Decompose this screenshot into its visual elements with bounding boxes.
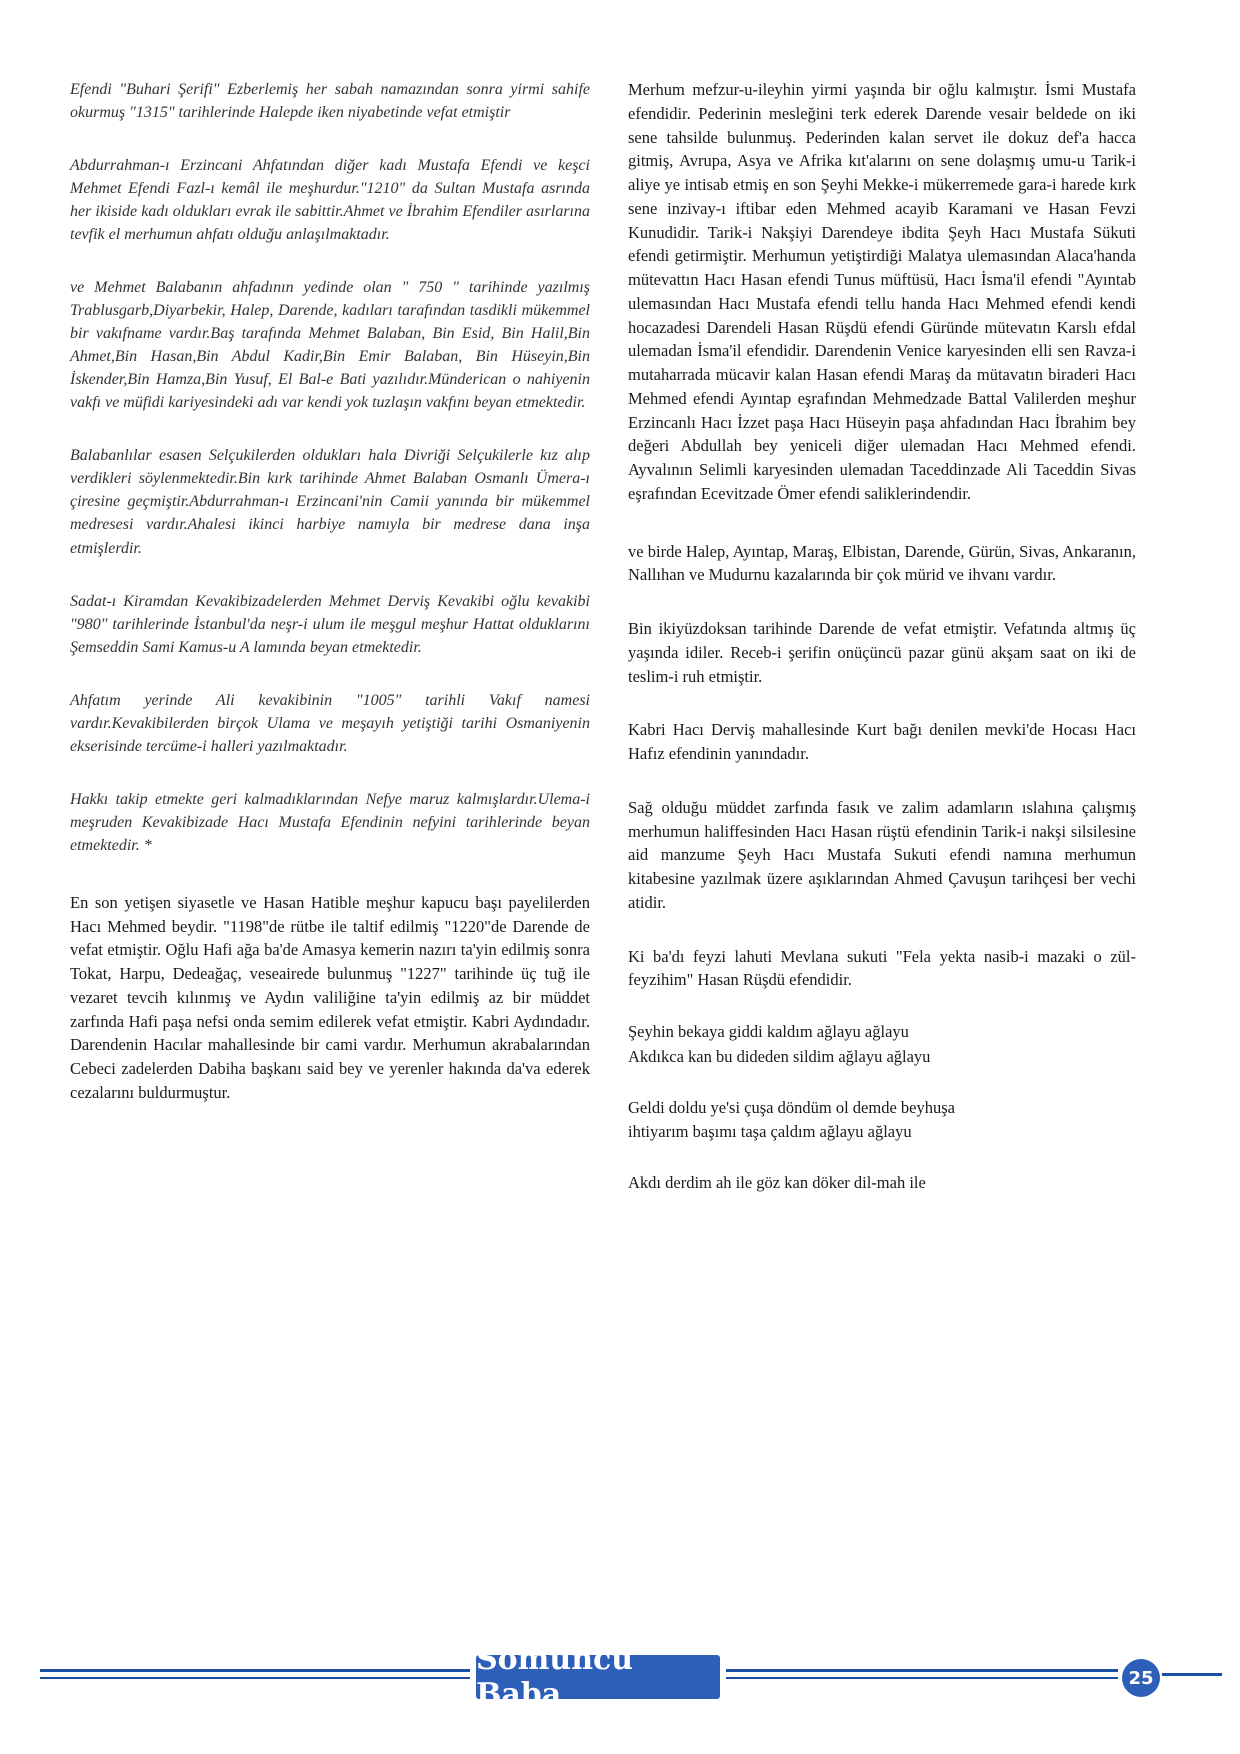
- verse-line: ihtiyarım başımı taşa çaldım ağlayu ağlayu: [628, 1122, 912, 1142]
- verse-line: Şeyhin bekaya giddi kaldım ağlayu ağlayu: [628, 1022, 909, 1041]
- paragraph: Abdurrahman-ı Erzincani Ahfatından diğer kadı Mustafa Efendi ve keşci Mehmet Efendi Fazl-ı kemâl ile meşhurdur."1210" da Sultan Mustafa asrında her ikiside kadı oldukları evrak ile sabittir.Ahmet ve İbrahim Efendiler asırlarına tevfik el merhumun ahfatı olduğu anlaşılmaktadır.: [70, 157, 590, 244]
- paragraph: ve Mehmet Balabanın ahfadının yedinde olan " 750 " tarihinde yazılmış Trablusgarb,Diyarbekir, Halep, Darende, kadıları tarafından tasdikli mükemmel bir vakıfname vardır.Baş tarafında Mehmet Balaban, Bin Esid, Bin Halil,Bin Ahmet,Bin Hasan,Bin Abdul Kadir,Bin Emir Balaban, Bin Hüseyin,Bin İskender,Bin Hamza,Bin Yusuf, El Bal-e Bati yazılıdır.Münderican o nahiyenin vakfı ve müfidi kariyesindeki adı var kendi yok tuzlaşın vakfını beyan etmektedir.: [70, 279, 590, 412]
- paragraph: Sadat-ı Kiramdan Kevakibizadelerden Mehmet Derviş Kevakibi oğlu kevakibi "980" tarihlerinde İstanbul'da neşr-i ulum ile meşgul meşhur Hattat olduklarını Şemseddin Sami Kamus-u A lamında beyan etmektedir.: [70, 592, 590, 656]
- verse-line: Geldi doldu ye'si çuşa döndüm ol demde beyhuşa: [628, 1097, 955, 1117]
- footer-rule-left-thin: [40, 1677, 470, 1679]
- verse-stanza: [628, 1096, 1136, 1146]
- page-number: 25: [1122, 1659, 1160, 1697]
- paragraph: Hakkı takip etmekte geri kalmadıklarından Nefye maruz kalmışlardır.Ulema-i meşruden Kevakibizade Hacı Mustafa Efendinin nefyini tarihlerinde beyan etmektedir. *: [70, 790, 590, 854]
- footer-rule-left: [40, 1669, 470, 1672]
- paragraph: Ki ba'dı feyzi lahuti Mevlana sukuti "Fela yekta nasib-i mazaki o zül-feyzihim" Hasan Rüşdü efendidir.: [628, 946, 1136, 990]
- paragraph: Efendi "Buhari Şerifi" Ezberlemiş her sabah namazından sonra yirmi sahife okurmuş "1315" tarihlerinde Halepde iken niyabetinde vefat etmiştir: [70, 81, 590, 122]
- paragraph: En son yetişen siyasetle ve Hasan Hatible meşhur kapucu başı payelilerden Hacı Mehmed beydir. "1198"de rütbe ile taltif edilmiş "1220"de Darende de vefat etmiştir. Oğlu Hafi ağa ba'de Amasya kemerin nazırı ta'yin edilmiş sonra Tokat, Harpu, Dedeağaç, veseairede bulunmuş "1227" tarihinde üç tuğ ile vezaret tevcih kılınmış ve Aydın valiliğine ta'yin edilmiş az bir müddet zarfında Hafi paşa nefsi onda semim edilerek vefat etmiştir. Kabri Aydındadır. Darendenin Hacılar mahallesinde bir cami vardır. Merhumun akrabalarından Cebeci zadelerden Dabiha başkanı said bey ve yerenler hakında da'va ederek cezalarını buldurmuştur.: [70, 892, 590, 1102]
- left-column: [70, 78, 590, 1105]
- verse-line: Akdı derdim ah ile göz kan döker dil-mah ile: [628, 1173, 926, 1192]
- magazine-title: Somuncu Baba: [476, 1655, 720, 1699]
- verse-stanza: [628, 1171, 1136, 1196]
- paragraph: Merhum mefzur-u-ileyhin yirmi yaşında bir oğlu kalmıştır. İsmi Mustafa efendidir. Pederinin mesleğini terk ederek Darende vesair beldede on iki sene tahsilde bulunmuş. Pederinden kalan servet ile dokuz def'a hacca gitmiş, Avrupa, Asya ve Afrika kıt'alarını on sene dolaşmış umu-u Tarik-i aliye ye intisab etmiş en son Şeyhi Mekke-i mükerremede gara-i harede kırk sene inzivay-ı iftibar eden Mehmed acayib Karamani ve Hasan Fevzi Kunudidir. Tarik-i Nakşiyi Darendeye ibdita Şeyh Hacı Mustafa Sükuti efendi getirmiştir. Merhumun yetiştirdiği Malatya ulemasından Alaca'handa mütevattın Hacı Hasan efendi Tunus müftüsü, Hacı İsma'il efendi "Ayıntab ulemasından Hacı Mustafa efendi tellu handa Hacı Mehmed efendi kendi hocazadesi Darendeli Hasan Rüşdü efendi Güründe mütevatın Karslı efdal ulemadan İsma'il efendidir. Darendenin Venice karyesinden elli sen Ravza-i mutaharrada mücavir kalan Hasan efendi Maraş da mütavatın biraderi Hacı Mehmed efendi Ayıntap eşrafından Mehmedzade Battal Valilerden meşhur Erzincanlı Hacı İzzet paşa Hacı Hüseyin paşa ahfadından Hacı İbrahim bey değeri Abdullah bey yeniceli diğer ulemadan Hacı Mehmed efendi. Ayvalının Selimli karyesinden ulemadan Taceddinzade Ali Taceddin Sivas eşrafından Ecevitzade Ömer efendi saliklerindendir.: [628, 80, 1136, 503]
- paragraph: ve birde Halep, Ayıntap, Maraş, Elbistan, Darende, Gürün, Sivas, Ankaranın, Nallıhan ve Mudurnu kazalarında bir çok mürid ve ihvanı vardır.: [628, 541, 1136, 585]
- footer-rule-end: [1162, 1673, 1222, 1676]
- paragraph: Balabanlılar esasen Selçukilerden oldukları hala Divriği Selçukilerle kız alıp verdikleri söylenmektedir.Bin kırk tarihinde Ahmet Balaban Osmanlı Ümera-ı çiresine geçmiştir.Abdurrahman-ı Erzincani'nin Camii yanında bir mükemmel medresesi vardır.Ahalesi ikinci harbiye namıyla bir medrese dana inşa etmişlerdir.: [70, 447, 590, 557]
- paragraph: Bin ikiyüzdoksan tarihinde Darende de vefat etmiştir. Vefatında altmış üç yaşında idiler. Receb-i şerifin onüçüncü pazar günü akşam saat on iki de teslim-i ruh etmiştir.: [628, 619, 1136, 686]
- paragraph: Kabri Hacı Derviş mahallesinde Kurt bağı denilen mevki'de Hocası Hacı Hafız efendinin yanındadır.: [628, 720, 1136, 763]
- page-footer: [40, 1642, 1230, 1712]
- footer-rule-right-thin: [726, 1677, 1118, 1679]
- paragraph: Ahfatım yerinde Ali kevakibinin "1005" tarihli Vakıf namesi vardır.Kevakibilerden birçok Ulama ve meşayıh yetiştiği tarihi Osmaniyenin ekserisinde tercüme-i halleri yazılmaktadır.: [70, 691, 590, 755]
- right-column: [628, 78, 1136, 1196]
- verse-stanza: [628, 1020, 1136, 1070]
- paragraph: Sağ olduğu müddet zarfında fasık ve zalim adamların ıslahına çalışmış merhumun haliffesinden Hacı Hasan rüştü efendinin Tarik-i nakşi silsilesine aid manzume Şeyh Hacı Mustafa Sukuti efendi namına merhumun kitabesine yazılmak üzere aşıklarından Ahmed Çavuşun tarihçesi ber vechi atidir.: [628, 797, 1136, 912]
- verse-line: Akdıkca kan bu dideden sildim ağlayu ağlayu: [628, 1046, 931, 1066]
- footer-rule-right: [726, 1669, 1118, 1672]
